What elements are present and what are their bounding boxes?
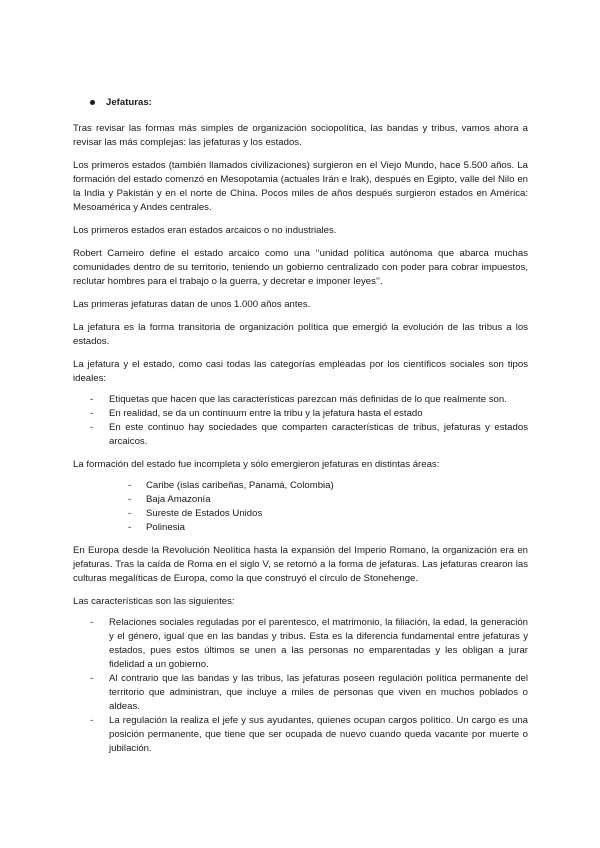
list-item <box>73 393 528 407</box>
paragraph-characteristics-intro: Las características son las siguientes: <box>73 596 235 607</box>
paragraph-europe: En Europa desde la Revolución Neolítica hasta la expansión del Imperio Romano, la organización era en jefaturas. Tras la caída de Roma en el siglo V, se retornó a la forma de jefaturas. Las jefaturas crearon las culturas megalíticas de Europa, como la que construyó el círculo de Stonehenge. <box>73 545 528 584</box>
paragraph-ideal-types: La jefatura y el estado, como casi todas las categorías empleadas por los científicos sociales son tipos ideales: <box>73 359 528 384</box>
list-item <box>73 479 528 493</box>
list-item <box>73 714 528 756</box>
paragraph-first-chiefdoms: Las primeras jefaturas datan de unos 1.000 años antes. <box>73 299 311 310</box>
list-item <box>73 672 528 714</box>
paragraph-transitional-form: La jefatura es la forma transitoria de organización política que emergió la evolución de las tribus a los estados. <box>73 322 528 347</box>
list-item-text: En realidad, se da un continuum entre la tribu y la jefatura hasta el estado <box>109 408 423 419</box>
list-item <box>73 493 528 507</box>
paragraph-incomplete-formation: La formación del estado fue incompleta y sólo emergieron jefaturas en distintas áreas: <box>73 459 440 470</box>
list-item <box>73 616 528 672</box>
dash-marker: - <box>128 480 132 491</box>
list-item-text: Baja Amazonía <box>146 494 211 505</box>
list-item <box>73 507 528 521</box>
list-item-text: Relaciones sociales reguladas por el parentesco, el matrimonio, la filiación, la edad, la generación y el género, igual que en las bandas y tribus. Esta es la diferencia fundamental entre jefaturas y estados, pues estos últimos se unen a las personas no emparentadas y les obligan a jurar fidelidad a un gobierno. <box>109 617 528 670</box>
paragraph-intro: Tras revisar las formas más simples de organización sociopolítica, las bandas y tribus, vamos ahora a revisar las más complejas: las jefaturas y los estados. <box>73 123 528 148</box>
bullet-icon <box>90 100 95 105</box>
list-item <box>73 421 528 449</box>
dash-marker: - <box>128 508 132 519</box>
list-item-text: Al contrario que las bandas y las tribus, las jefaturas poseen regulación política permanente del territorio que administran, que incluye a miles de personas que viven en muchos poblados o aldeas. <box>109 673 528 712</box>
paragraph-first-states: Los primeros estados (también llamados civilizaciones) surgieron en el Viejo Mundo, hace 5.500 años. La formación del estado comenzó en Mesopotamia (actuales Irán e Irak), después en Egipto, valle del Nilo en la India y Pakistán y en el norte de China. Pocos miles de años después surgieron estados en América: Mesoamérica y Andes centrales. <box>73 160 528 213</box>
list-item <box>73 521 528 535</box>
list-item-text: Polinesia <box>146 522 185 533</box>
list-item-text: Sureste de Estados Unidos <box>146 508 263 519</box>
list-ideal-types <box>73 393 528 449</box>
list-item-text: Caribe (islas caribeñas, Panamá, Colombia) <box>146 480 334 491</box>
list-areas <box>73 479 528 535</box>
dash-marker: - <box>90 673 94 684</box>
list-item-text: En este continuo hay sociedades que comparten características de tribus, jefaturas y estados arcaicos. <box>109 422 528 447</box>
dash-marker: - <box>90 394 94 405</box>
dash-marker: - <box>90 617 94 628</box>
dash-marker: - <box>128 494 132 505</box>
dash-marker: - <box>90 715 94 726</box>
list-item-text: La regulación la realiza el jefe y sus ayudantes, quienes ocupan cargos político. Un cargo es una posición permanente, que tiene que ser ocupada de nuevo cuando queda vacante por muerte o jubilación. <box>109 715 528 754</box>
dash-marker: - <box>90 422 94 433</box>
list-item-text: Etiquetas que hacen que las características parezcan más definidas de lo que realmente son. <box>109 394 507 405</box>
dash-marker: - <box>90 408 94 419</box>
section-heading-text: Jefaturas: <box>106 97 152 108</box>
section-heading <box>73 96 528 110</box>
paragraph-carneiro-definition: Robert Carneiro define el estado arcaico como una ‘‘unidad política autónoma que abarca muchas comunidades dentro de su territorio, teniendo un gobierno centralizado con poder para cobrar impuestos, reclutar hombres para el trabajo o la guerra, y decretar e imponer leyes’’. <box>73 248 528 287</box>
paragraph-archaic-states: Los primeros estados eran estados arcaicos o no industriales. <box>73 225 337 236</box>
list-item <box>73 407 528 421</box>
dash-marker: - <box>128 522 132 533</box>
list-characteristics <box>73 616 528 756</box>
